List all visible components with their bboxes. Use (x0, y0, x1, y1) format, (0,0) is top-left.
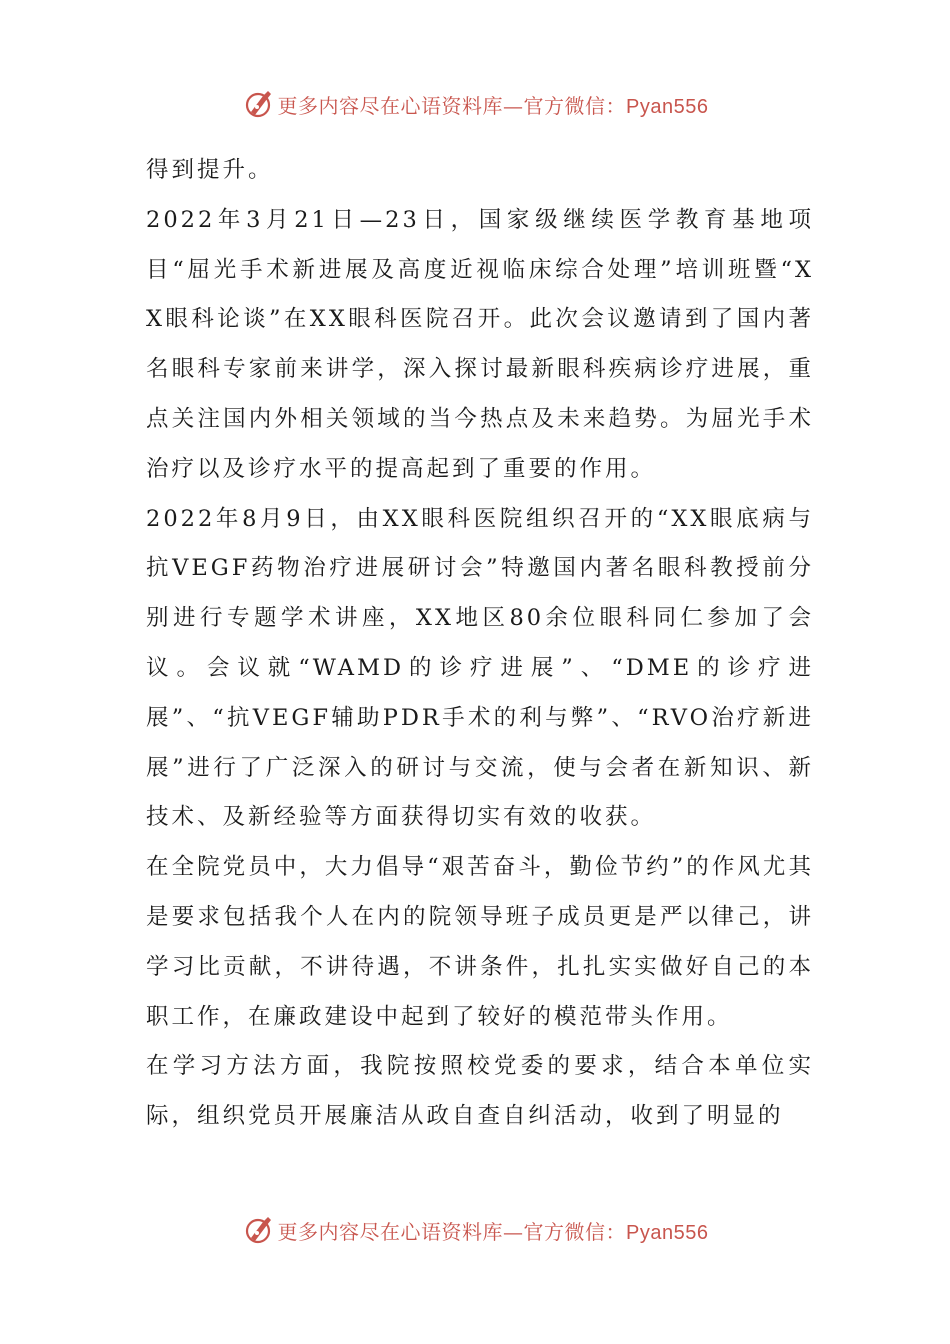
paragraph-5: 在学习方法方面，我院按照校党委的要求，结合本单位实际，组织党员开展廉洁从政自查自纠活动，收到了明显的 (146, 1053, 814, 1130)
banner-slogan: 更多内容尽在心语资料库—官方微信： (277, 1219, 627, 1244)
banner-slogan: 更多内容尽在心语资料库—官方微信： (277, 93, 627, 118)
paragraph-4: 在全院党员中，大力倡导“艰苦奋斗，勤俭节约”的作风尤其是要求包括我个人在内的院领导班子成员更是严以律己，讲学习比贡献，不讲待遇，不讲条件，扎扎实实做好自己的本职工作，在廉政建设中起到了较好的模范带头作用。 (146, 854, 814, 1030)
pen-nib-circle-logo (242, 1214, 274, 1246)
banner-text (278, 90, 709, 119)
banner-text (278, 1216, 709, 1245)
wechat-id: Pyan556 (626, 95, 709, 118)
footer-banner (0, 1210, 950, 1250)
header-banner (0, 84, 950, 124)
document-body (146, 146, 814, 1142)
paragraph-2: 2022年3月21日—23日，国家级继续医学教育基地项目“屈光手术新进展及高度近视临床综合处理”培训班暨“XX眼科论谈”在XX眼科医院召开。此次会议邀请到了国内著名眼科专家前来讲学，深入探讨最新眼科疾病诊疗进展，重点关注国内外相关领域的当今热点及未来趋势。为屈光手术治疗以及诊疗水平的提高起到了重要的作用。 (146, 206, 814, 482)
wechat-id: Pyan556 (626, 1221, 709, 1244)
paragraph-3: 2022年8月9日，由XX眼科医院组织召开的“XX眼底病与抗VEGF药物治疗进展研讨会”特邀国内著名眼科教授前分别进行专题学术讲座，XX地区80余位眼科同仁参加了会议。会议就“WAMD的诊疗进展”、“DME的诊疗进展”、“抗VEGF辅助PDR手术的利与弊”、“RVO治疗新进展”进行了广泛深入的研讨与交流，使与会者在新知识、新技术、及新经验等方面获得切实有效的收获。 (146, 505, 814, 831)
paragraph-1: 得到提升。 (146, 157, 274, 183)
pen-nib-circle-logo (242, 88, 274, 120)
